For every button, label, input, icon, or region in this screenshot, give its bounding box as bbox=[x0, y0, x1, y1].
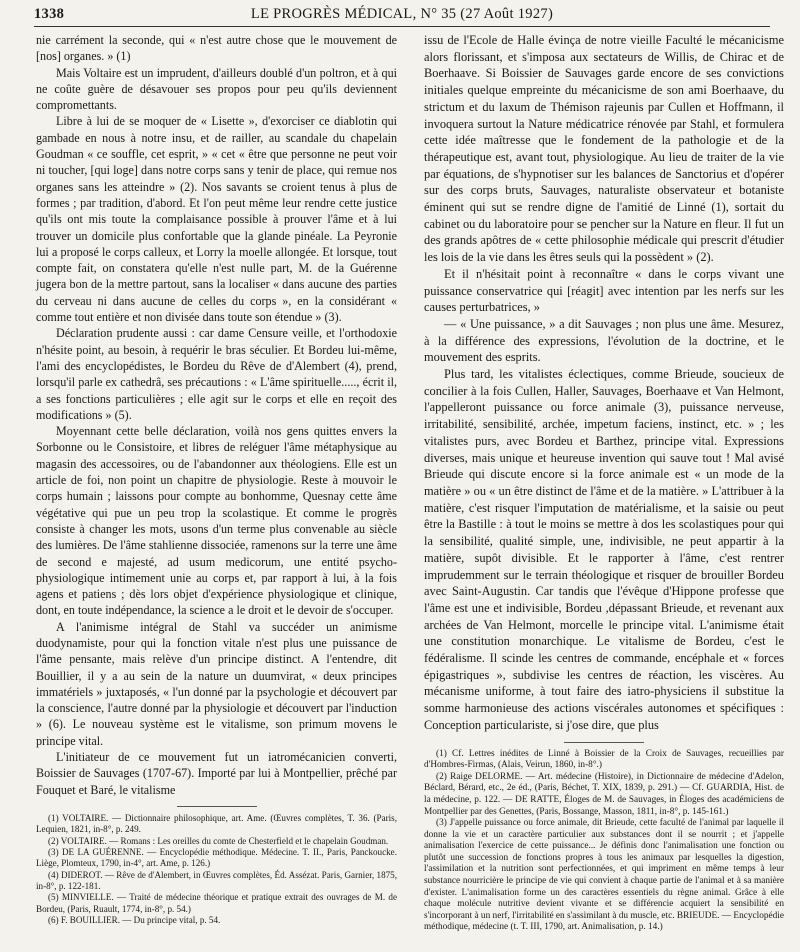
paragraph: Mais Voltaire est un imprudent, d'ailleurs doublé d'un poltron, et à qui ne coûte guère de désavouer ses propos pour peu qu'ils deviennent compromettants. bbox=[36, 65, 397, 113]
page-number: 1338 bbox=[34, 6, 65, 22]
journal-title: LE PROGRÈS MÉDICAL, N° 35 (27 Août 1927) bbox=[250, 6, 554, 22]
page-header bbox=[34, 4, 770, 26]
footnote: (6) F. BOUILLIER. — Du principe vital, p. 54. bbox=[48, 915, 221, 926]
paragraph: Libre à lui de se moquer de « Lisette », d'exorciser ce diablotin qui gambade en nous à notre insu, et de railler, au scandale du chapelain Goudman « ce souffle, cet esprit, » « cet « être que personne ne peut voir ni toucher, [qui loge] dans notre corps sans y tenir de place, qui remue nos organes sans les atteindre » (2). Nos savants se croient tenus à plus de formes ; par tradition, d'abord. Et l'on peut même leur rendre cette justice qu'ils ont mis toute la complaisance possible à prouver l'âme et à lui trouver un domicile plus confortable que la glande pinéale. La Peyronie lui a proposé le corps calleux, et Lorry la moelle allongée. Et lorsque, tout compte fait, on constatera qu'elle n'est nulle part, M. de la Guérenne jugera bon de la mettre partout, sans la localiser « dans aucune des parties du cerveau ni dans aucune de celles du corps », en la considérant « comme tout entière et non divisée dans toute son étendue » (3). bbox=[36, 114, 397, 325]
right-footnotes bbox=[424, 749, 784, 935]
footnote: (1) VOLTAIRE. — Dictionnaire philosophique, art. Ame. (Œuvres complètes, T. 36. (Paris, Lequien, 1821, in-8°, p. 249. bbox=[36, 812, 397, 835]
footnote: (3) J'appelle puissance ou force animale, dit Brieude, cette faculté de l'animal par laquelle il donne la vie et un caractère particulier aux substances dont il se nourrit ; et j'appelle animalisation l'exercice de cette puissance... Je définis donc l'animalisation une fonction ou plutôt une succession de fonctions propres à tous les animaux par lesquelles la digestion, l'assimilation et la nutrition sont perfectionnées, et qui impriment en même temps à leur substance nourricière le principe de vie qui convient à chaque partie de l'animal et à sa manière d'exister. L'animalisation forme un des caractères essentiels du règne animal. Grâce à elle chaque molécule nutritive devient vivante et se différencie acquiert la sensibilité en s'incorporant à un nerf, l'irritabilité en s'assimilant à du muscle, etc. BRIEUDE. — Encyclopédie méthodique, médecine (t. T. III, 1790, art. Animalisation, p. 14.) bbox=[424, 818, 785, 933]
paragraph: A l'animisme intégral de Stahl va succéder un animisme duodynamiste, pour qui la fonction vitale n'est plus une puissance de l'âme pensante, mais relève d'un principe distinct. A l'entendre, dit Bouillier, il y a au sein de la nature un duumvirat, « deux principes immatériels » juxtaposés, « l'un donné par la psychologie et découvert par la conscience, l'autre donné par la physiologie et découvert par l'induction » (6). Le nouveau système est le vitalisme, son primum movens le principe vital. bbox=[36, 619, 397, 748]
footnote: (1) Cf. Lettres inédites de Linné à Boissier de la Croix de Sauvages, recueillies par d'Hombres-Firmas, (Alais, Veirun, 1860, in-8°.) bbox=[424, 748, 784, 771]
paragraph: Moyennant cette belle déclaration, voilà nos gens quittes envers la Sorbonne ou le Consistoire, et libres de reléguer l'âme métaphysique au magasin des accessoires, ou de l'abandonner aux théologiens. Elle est un article de foi, non point un chapitre de physiologie. Reste à mouvoir le corps humain ; laissons pour compte au bonhomme, Quesnay cette âme végétative qui pue un peu trop la scolastique. Et comme le progrès consiste à changer les mots, usons d'un terme plus convenable au siècle des lumières. De l'âme stahlienne dissociée, ramenons sur la terre une âme de second e majesté, ad usum medicorum, une entité psycho-physiologique intimement unie au corps et, par rapport à lui, à la fois agens et patiens ; dès lors objet d'expérience physiologique et clinique, dont, en toute indépendance, la science a le droit et le devoir de s'occuper. bbox=[36, 424, 397, 618]
footnote: (2) VOLTAIRE. — Romans : Les oreilles du comte de Chesterfield et le chapelain Goudman. bbox=[48, 835, 389, 846]
paragraph: Déclaration prudente aussi : car dame Censure veille, et l'orthodoxie n'hésite point, au besoin, à requérir le bras séculier. Et Bordeu lui-même, l'ami des encyclopédistes, le Bordeu du Rêve de d'Alembert (4), prend, lorsqu'il parle ex cathedrâ, ses précautions : « L'âme spirituelle....., écrit il, a ses fonctions particulières ; elle agit sur le corps et elle en reçoit des modifications » (5). bbox=[36, 326, 397, 422]
left-footnotes bbox=[36, 813, 397, 927]
footnote: (5) MINVIELLE. — Traité de médecine théorique et pratique extrait des ouvrages de M. de Bordeu, (Paris, Ruault, 1774, in-8°, p. 54.) bbox=[36, 892, 397, 914]
footnote: (4) DIDEROT. — Rêve de d'Alembert, in Œuvres complètes, Éd. Assézat. Paris, Garnier, 1875, in-8°, p. 122-181. bbox=[36, 869, 397, 892]
paragraph: L'initiateur de ce mouvement fut un iatromécanicien converti, Boissier de Sauvages (1707-67). Importé par lui à Montpellier, prêché par Fouquet et Baré, le vitalisme bbox=[36, 750, 397, 797]
paragraph: nie carrément la seconde, qui « n'est autre chose que le mouvement de [nos] organes. » (1) bbox=[36, 33, 397, 64]
paragraph: — « Une puissance, » a dit Sauvages ; non plus une âme. Mesurez, à la différence des expressions, l'évolution de la doctrine, et le mouvement des esprits. bbox=[424, 316, 784, 365]
header-rule bbox=[34, 26, 770, 27]
footnote-rule bbox=[564, 742, 644, 743]
left-column bbox=[36, 32, 397, 927]
paragraph: Plus tard, les vitalistes éclectiques, comme Brieude, soucieux de concilier à la fois Cullen, Haller, Sauvages, Boerhaave et Van Helmont, l'appelleront puissance ou force animale (3), puissance nerveuse, irritabilité, sensibilité, archée, impetum faciens, instinct, etc. » ; les vitalistes purs, avec Bordeu et Barthez, principe vital. Expressions diverses, mais unique et heureuse invention qui sauve tout ! Mal avisé Brieude qui discute encore si la force animale est « un mode de la matière » ou « un être distinct de l'âme et de la matière. » L'attribuer à la matière, c'est risquer l'imputation de matérialisme, et la saisie ou peut être la Bastille : à tout le moins se mettre à dos les scolastiques pour qui la sensibilité, qualité simple, une, indivisible, ne peut appartir à la matière, supôt divisible. Et le rapporter à l'âme, c'est rentrer imprudemment sur le terrain théologique et risquer de brouiller Bordeu avec Saint-Augustin. Car tandis que l'évêque d'Hippone professe que l'âme est une et indivisible, Bordeu ,dépassant Brieude, et revenant aux archées de Van Helmont, morcelle le principe vital. L'animisme était une constitution monarchique. Le vitalisme de Bordeu, c'est le fédéralisme. Il scinde les centres de commande, encéphale et « forces épigastriques », subdivise les centres de réaction, les viscères. Au mécanisme uniforme, à tout faire des iatro-physiciens il substitue la somme harmonieuse des actions viscérales autonomes et spécifiques : Conception particulariste, si j'ose dire, que plus bbox=[424, 367, 784, 732]
footnote-rule bbox=[177, 806, 257, 807]
paragraph: Et il n'hésitait point à reconnaître « dans le corps vivant une puissance conservatrice qui [réagit] avec intention par les nerfs sur les causes perturbatrices, » bbox=[424, 266, 784, 315]
footnote: (2) Raige DELORME. — Art. médecine (Histoire), in Dictionnaire de médecine d'Adelon, Béclard, Bérard, etc., 2e éd., (Paris, Béchet, T. XIX, 1839, p. 291.) — Cf. GUARDIA, Hist. de la médecine, p. 122. — DE RATTE, Éloges de M. de Sauvages, in Éloges des académiciens de Montpellier par des Genettes, (Paris, Bossange, Masson, 1811, in-8°, p. 145-161.) bbox=[424, 771, 784, 817]
footnote: (3) DE LA GUÉRENNE. — Encyclopédie méthodique. Médecine. T. II., Paris, Panckoucke. Liège, Plomteux, 1790, in-4°, art. Ame, p. 126.) bbox=[36, 847, 397, 869]
right-column bbox=[424, 32, 784, 934]
paragraph: issu de l'Ecole de Halle évinça de notre vieille Faculté le mécanicisme alors florissant, et s'imposa aux sectateurs de Willis, de Chirac et de Boerhaave. Si Boissier de Sauvages garde encore de ses convictions initiales quelque empreinte du mécanicisme de son ami Boerhaave, du strictum et du laxum de Thémison rajeunis par Cullen et Hoffmann, il invoquera surtout la Nature médicatrice rénovée par Stahl, et formulera cette idée maîtresse que le fondement de la pathologie et de la thérapeutique est, avant tout, physiologique. Au lieu de traiter de la vie par équations, de s'hypnotiser sur les balances de Sanctorius et d'opérer sur des corps bruts, Sauvages, naturaliste observateur et botaniste éminent qui sut se rendre digne de l'amitié de Linné (1), sortait du cabinet ou du laboratoire pour se pencher sur la Nature en fleur. Il fut un des grands apôtres de « cette philosophie médicale qui prescrit d'étudier les lois de la vie dans les êtres seuls qui la possèdent » (2). bbox=[424, 33, 784, 265]
